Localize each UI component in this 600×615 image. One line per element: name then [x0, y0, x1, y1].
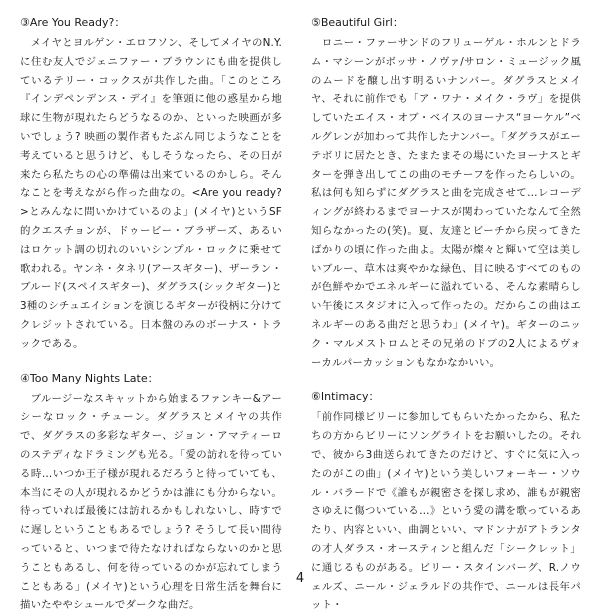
track-5-notes: [311, 14, 581, 372]
left-column: [20, 14, 282, 615]
track-6-title: ⑥Intimacy：: [311, 390, 380, 404]
track-4-title: ④Too Many Nights Late：: [20, 371, 159, 385]
page-number: 4: [295, 571, 305, 586]
right-column: [311, 14, 581, 615]
track-3-body: メイヤとヨルゲン・エロフソン、そしてメイヤのN.Y.に住む友人でジェニファー・ブラウンにも曲を提供しているテリー・コックスが共作した曲。「このところ『インデペンデンス・デイ』を筆頭に他の惑星から地球に生物が現れたらどうなるのか、といった映画が多いでしょう? 映画の製作者もたぶん同じようなことを考えていると思うけど、もしそうなったら、その日が来たら私たちの心の準備は出来ているのかしら。そんなことを考えながら作った曲なの。<Are you ready?>とみんなに問いかけているのよ」(メイヤ)というSF的クエスチョンが、ドゥービー・ブラザーズ、あるいはロケット調の切れのいいシンプル・ロックに乗せて歌われる。ヤンネ・タネリ(アースギター)、ザーラン・ブルード(スペイスギター)、ダグラス(シックギター)と3種のシチュエイションを演じるギターが役柄に分けてクレジットされている。日本盤のみのボーナス・トラックである。: [20, 37, 282, 350]
track-5-body: ロニー・ファーサンドのフリューゲル・ホルンとドラム・マシーンがボッサ・ノヴァ/サロン・ミュージック風のムードを醸し出す明るいナンバー。ダグラスとメイヤ、それに前作でも「ア・ワナ・メイク・ラヴ」を提供していたエイス・オブ・ベイスのヨーナス“ヨーケル”ベルグレンが加わって共作したナンバー。「ダグラスがエーテボリに居たとき、たまたまその場にいたヨーナスとギターを弾き出してこの曲のモチーフを作ったらしいの。私は何も知らずにダグラスと曲を完成させて…レコーディングが終わるまでヨーナスが関わっていたなんて全然知らなかったの(笑)。夏、友達とビーチから戻ってきたばかりの頃に作った曲よ。太陽が燦々と輝いて空は美しいブルー、草木は爽やかな緑色、目に映るすべてのものが色鮮やかでエネルギーに溢れている、そんな素晴らしい午後にスタジオに入って作ったの。だからこの曲はエネルギーのある曲だと思うわ」(メイヤ)。ギターのニック・マルメストロムとその兄弟のドブの2人によるヴォーカルパーカッションもなかなかいい。: [311, 37, 581, 369]
track-4-body: ブルージーなスキャットから始まるファンキー&アーシーなロック・チューン。ダグラスとメイヤの共作で、ダグラスの多彩なギター、ジョン・アマティーロのステディなドラミングも光る。「愛の訪れを待っている時…いつか王子様が現れるだろうと待っていても、本当にその人が現れるかどうかは誰にも分からない。待っていれば最後には訪れるかもしれないし、時すでに遅しということもあるでしょう? そうして長い間待っていると、いつまで待たなければならないのかと思うこともあるし、何を待っているのかが忘れてしまうこともある」(メイヤ)という心理を日常生活を舞台に描いたややシュールでダークな曲だ。: [20, 392, 282, 612]
track-3-title: ③Are You Ready?：: [20, 16, 126, 29]
track-6-body: 「前作同様ビリーに参加してもらいたかったから、私たちの方からビリーにソングライトをお願いしたの。それで、彼から3曲送られてきたのだけど、すぐに気に入ったのがこの曲」(メイヤ)という美しいフォーキー・ソウル・バラードで《誰もが親密さを探し求め、誰もが親密さゆえに傷ついている…》という愛の溝を歌っているあたり、内容といい、曲調といい、マドンナがアトランタの才人ダラス・オースティンと組んだ「シークレット」に通じるものがある。ビリー・スタインバーグ、R.ノウェルズ、ニール・ジェラルドの共作で、ニールは長年パット・: [311, 411, 581, 612]
track-3-notes: [20, 14, 282, 354]
track-5-title: ⑤Beautiful Girl：: [311, 16, 404, 29]
